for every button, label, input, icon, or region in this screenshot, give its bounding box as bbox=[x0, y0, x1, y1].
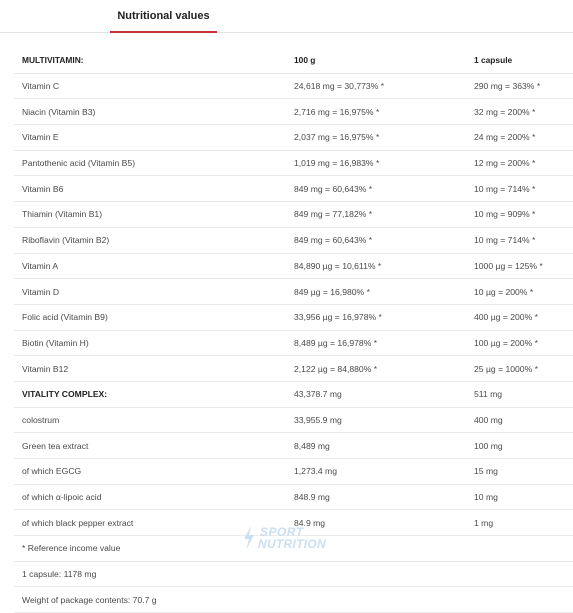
nutrient-name: VITALITY COMPLEX: bbox=[14, 381, 286, 407]
table-row bbox=[14, 99, 573, 125]
table-row bbox=[14, 176, 573, 202]
value-100g: 848.9 mg bbox=[286, 484, 466, 510]
value-100g: 2,122 µg = 84,880% * bbox=[286, 356, 466, 382]
table-row bbox=[14, 125, 573, 151]
nutrient-name: of which EGCG bbox=[14, 459, 286, 485]
value-100g: 84,890 µg = 10,611% * bbox=[286, 253, 466, 279]
table-row bbox=[14, 150, 573, 176]
value-per-capsule: 100 mg bbox=[466, 433, 573, 459]
value-per-capsule: 10 mg bbox=[466, 484, 573, 510]
value-100g: 2,037 mg = 16,975% * bbox=[286, 125, 466, 151]
nutrient-name: of which black pepper extract bbox=[14, 510, 286, 536]
value-100g: 1,019 mg = 16,983% * bbox=[286, 150, 466, 176]
watermark-text-sport: SPORT bbox=[260, 525, 304, 539]
value-per-capsule: 24 mg = 200% * bbox=[466, 125, 573, 151]
value-per-capsule: 15 mg bbox=[466, 459, 573, 485]
value-100g: 84.9 mg bbox=[286, 510, 466, 536]
nutrient-name: Vitamin A bbox=[14, 253, 286, 279]
note-text: * Reference income value bbox=[14, 536, 573, 562]
nutrient-name: Thiamin (Vitamin B1) bbox=[14, 202, 286, 228]
value-100g: 8,489 mg bbox=[286, 433, 466, 459]
value-per-capsule: 12 mg = 200% * bbox=[466, 150, 573, 176]
nutrient-name: Biotin (Vitamin H) bbox=[14, 330, 286, 356]
value-100g: 33,955.9 mg bbox=[286, 407, 466, 433]
nutrient-name: Niacin (Vitamin B3) bbox=[14, 99, 286, 125]
table-row bbox=[14, 459, 573, 485]
value-100g: 2,716 mg = 16,975% * bbox=[286, 99, 466, 125]
nutrient-name: Vitamin B12 bbox=[14, 356, 286, 382]
sport-nutrition-watermark bbox=[242, 524, 352, 554]
value-100g: 24,618 mg = 30,773% * bbox=[286, 73, 466, 99]
note-text: 1 capsule: 1178 mg bbox=[14, 561, 573, 587]
table-row bbox=[14, 433, 573, 459]
value-per-capsule: 10 mg = 909% * bbox=[466, 202, 573, 228]
note-text: Weight of package contents: 70.7 g bbox=[14, 587, 573, 613]
value-per-capsule: 290 mg = 363% * bbox=[466, 73, 573, 99]
nutrient-name: Vitamin D bbox=[14, 279, 286, 305]
value-100g: 849 mg = 77,182% * bbox=[286, 202, 466, 228]
value-per-capsule: 1 mg bbox=[466, 510, 573, 536]
value-per-capsule: 100 µg = 200% * bbox=[466, 330, 573, 356]
table-row bbox=[14, 227, 573, 253]
nutrient-name: Riboflavin (Vitamin B2) bbox=[14, 227, 286, 253]
lightning-bolt-icon bbox=[242, 526, 256, 550]
table-row bbox=[14, 304, 573, 330]
value-per-capsule: 32 mg = 200% * bbox=[466, 99, 573, 125]
value-per-capsule: 400 µg = 200% * bbox=[466, 304, 573, 330]
value-per-capsule: 511 mg bbox=[466, 381, 573, 407]
nutrient-name: Vitamin E bbox=[14, 125, 286, 151]
header-100g: 100 g bbox=[286, 48, 466, 73]
value-per-capsule: 10 mg = 714% * bbox=[466, 176, 573, 202]
table-row bbox=[14, 253, 573, 279]
table-row bbox=[14, 279, 573, 305]
value-100g: 849 mg = 60,643% * bbox=[286, 227, 466, 253]
table-row bbox=[14, 73, 573, 99]
table-row bbox=[14, 356, 573, 382]
nutrient-name: Green tea extract bbox=[14, 433, 286, 459]
value-100g: 8,489 µg = 16,978% * bbox=[286, 330, 466, 356]
value-per-capsule: 25 µg = 1000% * bbox=[466, 356, 573, 382]
nutrient-name: of which α-lipoic acid bbox=[14, 484, 286, 510]
table-row bbox=[14, 484, 573, 510]
table-note-row bbox=[14, 561, 573, 587]
header-multivitamin: MULTIVITAMIN: bbox=[14, 48, 286, 73]
value-per-capsule: 400 mg bbox=[466, 407, 573, 433]
value-per-capsule: 10 mg = 714% * bbox=[466, 227, 573, 253]
watermark-text-nutrition: NUTRITION bbox=[258, 537, 327, 551]
value-per-capsule: 10 µg = 200% * bbox=[466, 279, 573, 305]
nutrient-name: Vitamin C bbox=[14, 73, 286, 99]
value-100g: 33,956 µg = 16,978% * bbox=[286, 304, 466, 330]
header-1-capsule: 1 capsule bbox=[466, 48, 573, 73]
nutrient-name: Folic acid (Vitamin B9) bbox=[14, 304, 286, 330]
table-row bbox=[14, 407, 573, 433]
tab-nutritional-values[interactable]: Nutritional values bbox=[110, 0, 217, 33]
value-100g: 849 mg = 60,643% * bbox=[286, 176, 466, 202]
table-row bbox=[14, 202, 573, 228]
nutrient-name: colostrum bbox=[14, 407, 286, 433]
value-100g: 1,273.4 mg bbox=[286, 459, 466, 485]
nutrient-name: Pantothenic acid (Vitamin B5) bbox=[14, 150, 286, 176]
value-100g: 849 µg = 16,980% * bbox=[286, 279, 466, 305]
table-row bbox=[14, 381, 573, 407]
nutrient-name: Vitamin B6 bbox=[14, 176, 286, 202]
table-header-row bbox=[14, 48, 573, 73]
table-row bbox=[14, 330, 573, 356]
tab-bar bbox=[0, 0, 573, 33]
value-100g: 43,378.7 mg bbox=[286, 381, 466, 407]
value-per-capsule: 1000 µg = 125% * bbox=[466, 253, 573, 279]
